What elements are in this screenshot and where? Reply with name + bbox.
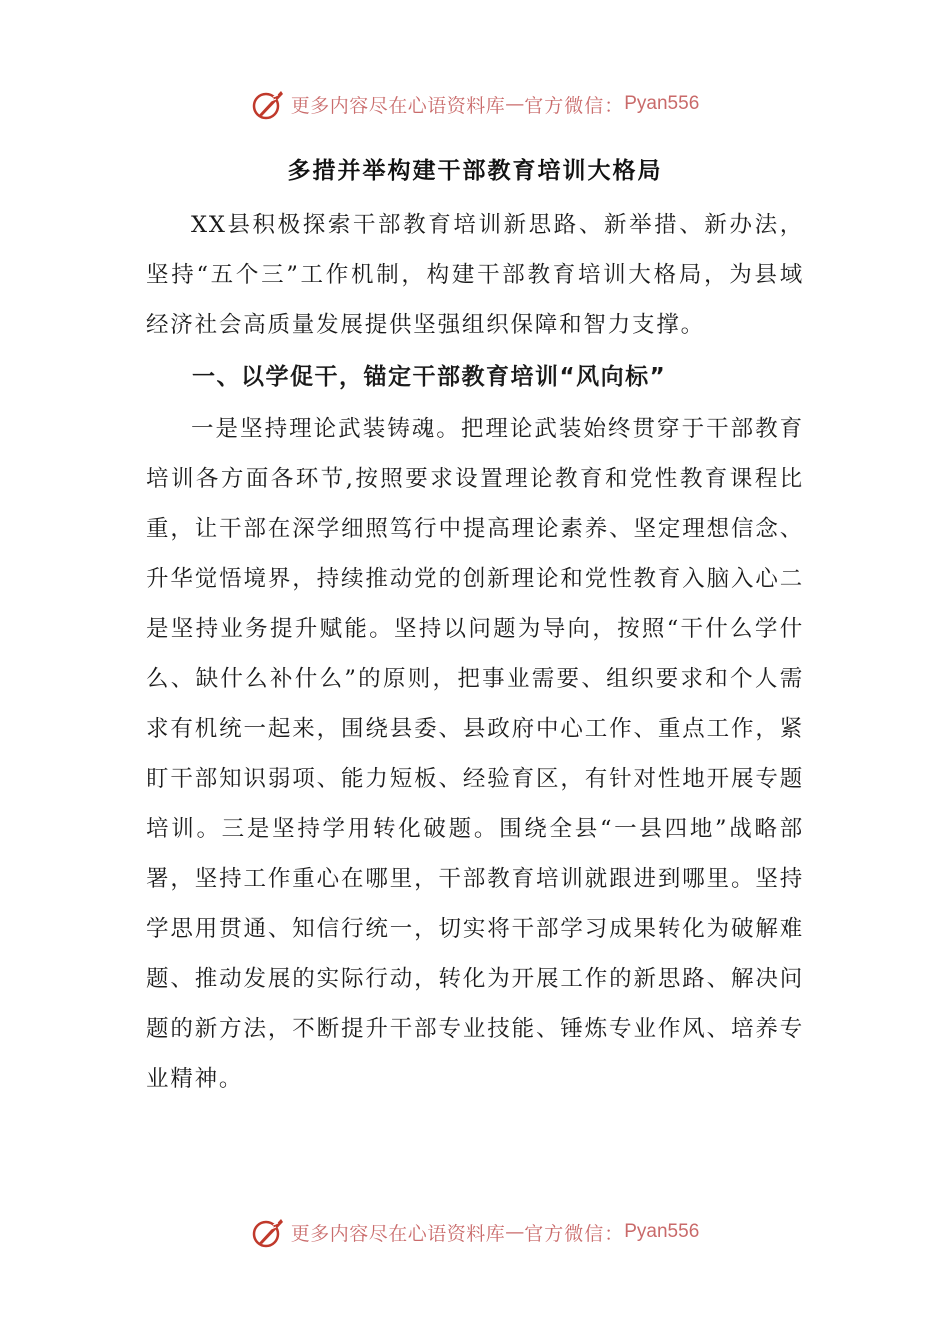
header-watermark-banner	[0, 84, 950, 124]
section-heading: 一、以学促干，锚定干部教育培训“风向标”	[192, 364, 667, 390]
banner-wechat-id: Pyan556	[624, 93, 700, 114]
banner-wechat-label: 官方微信：	[524, 94, 625, 117]
banner-separator: —	[505, 1221, 525, 1243]
document-body	[146, 200, 804, 1104]
banner-brand-text: 更多内容尽在心语资料库	[290, 94, 506, 117]
document-title: 多措并举构建干部教育培训大格局	[287, 158, 663, 184]
banner-brand-text: 更多内容尽在心语资料库	[290, 1222, 506, 1245]
banner-separator: —	[505, 93, 525, 115]
section-body-paragraph: 一是坚持理论武装铸魂。把理论武装始终贯穿于干部教育培训各方面各环节,按照要求设置理论教育和党性教育课程比重，让干部在深学细照笃行中提高理论素养、坚定理想信念、升华觉悟境界，持续推动党的创新理论和党性教育入脑入心二是坚持业务提升赋能。坚持以问题为导向，按照“干什么学什么、缺什么补什么”的原则，把事业需要、组织要求和个人需求有机统一起来，围绕县委、县政府中心工作、重点工作，紧盯干部知识弱项、能力短板、经验育区，有针对性地开展专题培训。三是坚持学用转化破题。围绕全县“一县四地”战略部署，坚持工作重心在哪里，干部教育培训就跟进到哪里。坚持学思用贯通、知信行统一，切实将干部学习成果转化为破解难题、推动发展的实际行动，转化为开展工作的新思路、解决问题的新方法，不断提升干部专业技能、锤炼专业作风、培养专业精神。	[146, 416, 804, 1092]
feather-pen-logo-icon	[251, 87, 287, 121]
feather-pen-logo-icon	[251, 1215, 287, 1249]
footer-watermark-banner	[0, 1212, 950, 1252]
intro-paragraph: XX县积极探索干部教育培训新思路、新举措、新办法，坚持“五个三”工作机制，构建干部教育培训大格局，为县域经济社会高质量发展提供坚强组织保障和智力支撑。	[146, 212, 804, 338]
banner-wechat-label: 官方微信：	[524, 1222, 625, 1245]
banner-wechat-id: Pyan556	[624, 1221, 700, 1242]
